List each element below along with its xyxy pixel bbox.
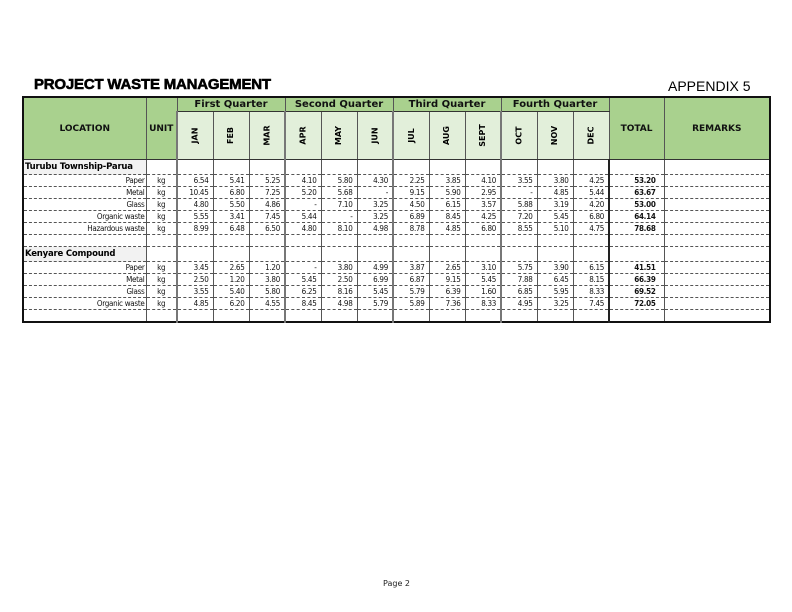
header-total: TOTAL: [609, 97, 664, 160]
empty-cell: [213, 160, 249, 175]
month-value: 4.75: [573, 223, 609, 235]
empty-cell: [609, 235, 664, 247]
empty-cell: [429, 247, 465, 262]
document-title: PROJECT WASTE MANAGEMENT: [34, 76, 271, 93]
month-value: 3.41: [213, 211, 249, 223]
month-value: -: [321, 211, 357, 223]
month-value: 1.20: [249, 262, 285, 274]
month-value: 7.20: [501, 211, 537, 223]
month-value: 5.10: [537, 223, 573, 235]
total-value: 78.68: [609, 223, 664, 235]
month-value: 2.50: [321, 274, 357, 286]
month-value: 8.15: [573, 274, 609, 286]
month-value: 5.45: [465, 274, 501, 286]
empty-cell: [357, 247, 393, 262]
empty-cell: [573, 247, 609, 262]
empty-cell: [177, 235, 213, 247]
empty-cell: [249, 235, 285, 247]
unit-cell: kg: [146, 274, 177, 286]
month-value: 4.10: [465, 175, 501, 187]
month-label: AUG: [442, 125, 452, 146]
month-value: 4.85: [177, 298, 213, 310]
header-month-may: [321, 112, 357, 160]
waste-type: Metal: [23, 274, 146, 286]
month-value: 6.45: [537, 274, 573, 286]
empty-cell: [465, 247, 501, 262]
month-value: 4.98: [357, 223, 393, 235]
month-value: 1.20: [213, 274, 249, 286]
remarks-cell: [664, 223, 770, 235]
appendix-label: APPENDIX 5: [668, 78, 751, 94]
unit-cell: kg: [146, 187, 177, 199]
empty-cell: [321, 235, 357, 247]
month-value: 6.99: [357, 274, 393, 286]
empty-cell: [285, 247, 321, 262]
month-value: 3.80: [249, 274, 285, 286]
month-value: 7.36: [429, 298, 465, 310]
month-value: 5.88: [501, 199, 537, 211]
month-value: 6.15: [573, 262, 609, 274]
empty-cell: [664, 160, 770, 175]
month-label: MAR: [262, 125, 272, 146]
month-label: JAN: [190, 127, 200, 144]
month-value: 5.50: [213, 199, 249, 211]
month-value: 8.45: [285, 298, 321, 310]
header-location: LOCATION: [23, 97, 146, 160]
month-value: 5.80: [249, 286, 285, 298]
month-value: 5.45: [357, 286, 393, 298]
total-value: 69.52: [609, 286, 664, 298]
month-value: 4.95: [501, 298, 537, 310]
empty-cell: [213, 247, 249, 262]
month-value: 9.15: [393, 187, 429, 199]
month-label: FEB: [226, 126, 236, 145]
header-quarter-3: Third Quarter: [393, 97, 501, 112]
waste-type: Paper: [23, 262, 146, 274]
month-value: 4.85: [537, 187, 573, 199]
empty-cell: [357, 310, 393, 323]
month-value: 7.45: [249, 211, 285, 223]
empty-cell: [609, 160, 664, 175]
empty-cell: [393, 160, 429, 175]
month-value: 3.57: [465, 199, 501, 211]
month-value: 3.25: [537, 298, 573, 310]
month-value: 6.25: [285, 286, 321, 298]
month-value: 6.48: [213, 223, 249, 235]
header-quarter-2: Second Quarter: [285, 97, 393, 112]
section-row: [23, 247, 770, 262]
month-value: 6.80: [213, 187, 249, 199]
empty-cell: [573, 310, 609, 323]
total-value: 53.20: [609, 175, 664, 187]
month-value: 8.55: [501, 223, 537, 235]
waste-type: Glass: [23, 199, 146, 211]
empty-cell: [23, 235, 146, 247]
blank-row: [23, 235, 770, 247]
month-value: 7.45: [573, 298, 609, 310]
waste-type: Organic waste: [23, 298, 146, 310]
empty-cell: [357, 160, 393, 175]
month-value: 7.10: [321, 199, 357, 211]
month-value: 8.33: [573, 286, 609, 298]
month-label: JUN: [370, 127, 380, 144]
month-label: APR: [298, 126, 308, 145]
table-row: [23, 175, 770, 187]
month-value: 2.95: [465, 187, 501, 199]
table-row: [23, 298, 770, 310]
month-value: -: [501, 187, 537, 199]
month-value: 9.15: [429, 274, 465, 286]
month-value: 4.86: [249, 199, 285, 211]
month-label: MAY: [334, 125, 344, 146]
empty-cell: [393, 235, 429, 247]
total-value: 66.39: [609, 274, 664, 286]
empty-cell: [537, 160, 573, 175]
month-value: -: [357, 187, 393, 199]
empty-cell: [213, 310, 249, 323]
month-value: 8.16: [321, 286, 357, 298]
unit-cell: kg: [146, 286, 177, 298]
month-value: 3.80: [321, 262, 357, 274]
month-value: 2.65: [429, 262, 465, 274]
empty-cell: [609, 247, 664, 262]
month-value: 3.19: [537, 199, 573, 211]
empty-cell: [146, 235, 177, 247]
empty-cell: [429, 160, 465, 175]
unit-cell: kg: [146, 211, 177, 223]
month-value: 6.54: [177, 175, 213, 187]
month-value: 8.45: [429, 211, 465, 223]
empty-cell: [146, 247, 177, 262]
month-label: OCT: [514, 126, 524, 145]
month-value: 3.45: [177, 262, 213, 274]
header-month-jan: [177, 112, 213, 160]
empty-cell: [23, 310, 146, 323]
month-value: 5.75: [501, 262, 537, 274]
header-month-mar: [249, 112, 285, 160]
empty-cell: [285, 160, 321, 175]
month-label: DEC: [586, 126, 596, 145]
empty-cell: [664, 235, 770, 247]
empty-cell: [285, 310, 321, 323]
empty-cell: [537, 247, 573, 262]
month-value: 4.99: [357, 262, 393, 274]
waste-type: Hazardous waste: [23, 223, 146, 235]
empty-cell: [249, 247, 285, 262]
month-value: 7.25: [249, 187, 285, 199]
total-value: 41.51: [609, 262, 664, 274]
header-month-feb: [213, 112, 249, 160]
month-value: 6.15: [429, 199, 465, 211]
month-value: 3.25: [357, 211, 393, 223]
header-quarter-1: First Quarter: [177, 97, 285, 112]
month-value: 3.85: [429, 175, 465, 187]
month-value: 8.78: [393, 223, 429, 235]
month-value: 7.88: [501, 274, 537, 286]
empty-cell: [321, 247, 357, 262]
month-value: 5.45: [285, 274, 321, 286]
header-month-oct: [501, 112, 537, 160]
month-value: 4.50: [393, 199, 429, 211]
month-value: 8.99: [177, 223, 213, 235]
month-label: JUL: [406, 128, 416, 143]
waste-type: Metal: [23, 187, 146, 199]
header-unit: UNIT: [146, 97, 177, 160]
remarks-cell: [664, 274, 770, 286]
month-value: 5.40: [213, 286, 249, 298]
section-name: Turubu Township-Parua: [23, 160, 146, 175]
section-name: Kenyare Compound: [23, 247, 146, 262]
month-value: 2.25: [393, 175, 429, 187]
unit-cell: kg: [146, 223, 177, 235]
unit-cell: kg: [146, 175, 177, 187]
month-value: 4.80: [285, 223, 321, 235]
header-month-aug: [429, 112, 465, 160]
month-value: 4.80: [177, 199, 213, 211]
empty-cell: [537, 235, 573, 247]
month-label: SEPT: [478, 124, 488, 147]
month-value: -: [285, 199, 321, 211]
month-value: 6.80: [465, 223, 501, 235]
month-value: 5.45: [537, 211, 573, 223]
month-value: 1.60: [465, 286, 501, 298]
empty-cell: [146, 160, 177, 175]
remarks-cell: [664, 286, 770, 298]
empty-cell: [213, 235, 249, 247]
waste-type: Organic waste: [23, 211, 146, 223]
header-remarks: REMARKS: [664, 97, 770, 160]
empty-cell: [321, 160, 357, 175]
remarks-cell: [664, 175, 770, 187]
month-value: 4.30: [357, 175, 393, 187]
month-value: 6.89: [393, 211, 429, 223]
month-value: 6.85: [501, 286, 537, 298]
header-quarter-4: Fourth Quarter: [501, 97, 609, 112]
header-month-jun: [357, 112, 393, 160]
month-value: 5.25: [249, 175, 285, 187]
month-value: 3.80: [537, 175, 573, 187]
month-value: 10.45: [177, 187, 213, 199]
month-value: 6.20: [213, 298, 249, 310]
header-month-dec: [573, 112, 609, 160]
header-month-jul: [393, 112, 429, 160]
month-value: 5.79: [357, 298, 393, 310]
month-value: 5.44: [285, 211, 321, 223]
month-value: 5.44: [573, 187, 609, 199]
month-value: 4.85: [429, 223, 465, 235]
empty-cell: [177, 160, 213, 175]
table-row: [23, 274, 770, 286]
waste-type: Paper: [23, 175, 146, 187]
empty-cell: [465, 310, 501, 323]
month-value: 8.10: [321, 223, 357, 235]
empty-cell: [501, 247, 537, 262]
header-month-apr: [285, 112, 321, 160]
waste-type: Glass: [23, 286, 146, 298]
month-value: 5.41: [213, 175, 249, 187]
month-value: 4.10: [285, 175, 321, 187]
empty-cell: [393, 310, 429, 323]
total-value: 53.00: [609, 199, 664, 211]
table-row: [23, 187, 770, 199]
month-value: 6.87: [393, 274, 429, 286]
month-value: 2.50: [177, 274, 213, 286]
month-value: 4.25: [573, 175, 609, 187]
table-row: [23, 223, 770, 235]
month-value: 3.55: [501, 175, 537, 187]
remarks-cell: [664, 187, 770, 199]
waste-table: [22, 96, 771, 323]
empty-cell: [393, 247, 429, 262]
month-value: 3.25: [357, 199, 393, 211]
remarks-cell: [664, 262, 770, 274]
empty-cell: [321, 310, 357, 323]
month-value: 8.33: [465, 298, 501, 310]
empty-cell: [537, 310, 573, 323]
empty-cell: [249, 160, 285, 175]
empty-cell: [146, 310, 177, 323]
unit-cell: kg: [146, 262, 177, 274]
month-value: 4.25: [465, 211, 501, 223]
empty-cell: [249, 310, 285, 323]
empty-cell: [664, 310, 770, 323]
page-number: Page 2: [383, 579, 410, 588]
month-value: 5.89: [393, 298, 429, 310]
remarks-cell: [664, 199, 770, 211]
month-label: NOV: [550, 125, 560, 146]
month-value: 3.90: [537, 262, 573, 274]
month-value: 3.55: [177, 286, 213, 298]
empty-cell: [573, 235, 609, 247]
month-value: 2.65: [213, 262, 249, 274]
table-row: [23, 211, 770, 223]
month-value: 5.55: [177, 211, 213, 223]
empty-cell: [465, 160, 501, 175]
total-value: 72.05: [609, 298, 664, 310]
month-value: -: [285, 262, 321, 274]
empty-cell: [429, 310, 465, 323]
header-month-sept: [465, 112, 501, 160]
month-value: 5.80: [321, 175, 357, 187]
empty-cell: [501, 160, 537, 175]
empty-cell: [609, 310, 664, 323]
empty-cell: [501, 310, 537, 323]
table-row: [23, 199, 770, 211]
remarks-cell: [664, 211, 770, 223]
month-value: 6.50: [249, 223, 285, 235]
table-row: [23, 286, 770, 298]
month-value: 3.10: [465, 262, 501, 274]
month-value: 4.20: [573, 199, 609, 211]
total-value: 64.14: [609, 211, 664, 223]
empty-cell: [177, 247, 213, 262]
empty-cell: [357, 235, 393, 247]
table-row: [23, 262, 770, 274]
month-value: 5.20: [285, 187, 321, 199]
empty-cell: [429, 235, 465, 247]
header-month-nov: [537, 112, 573, 160]
remarks-cell: [664, 298, 770, 310]
month-value: 3.87: [393, 262, 429, 274]
empty-cell: [573, 160, 609, 175]
month-value: 4.98: [321, 298, 357, 310]
empty-cell: [177, 310, 213, 323]
blank-row: [23, 310, 770, 323]
month-value: 5.90: [429, 187, 465, 199]
empty-cell: [664, 247, 770, 262]
empty-cell: [285, 235, 321, 247]
total-value: 63.67: [609, 187, 664, 199]
month-value: 6.39: [429, 286, 465, 298]
month-value: 5.68: [321, 187, 357, 199]
section-row: [23, 160, 770, 175]
month-value: 4.55: [249, 298, 285, 310]
empty-cell: [501, 235, 537, 247]
unit-cell: kg: [146, 298, 177, 310]
month-value: 6.80: [573, 211, 609, 223]
month-value: 5.95: [537, 286, 573, 298]
month-value: 5.79: [393, 286, 429, 298]
unit-cell: kg: [146, 199, 177, 211]
empty-cell: [465, 235, 501, 247]
